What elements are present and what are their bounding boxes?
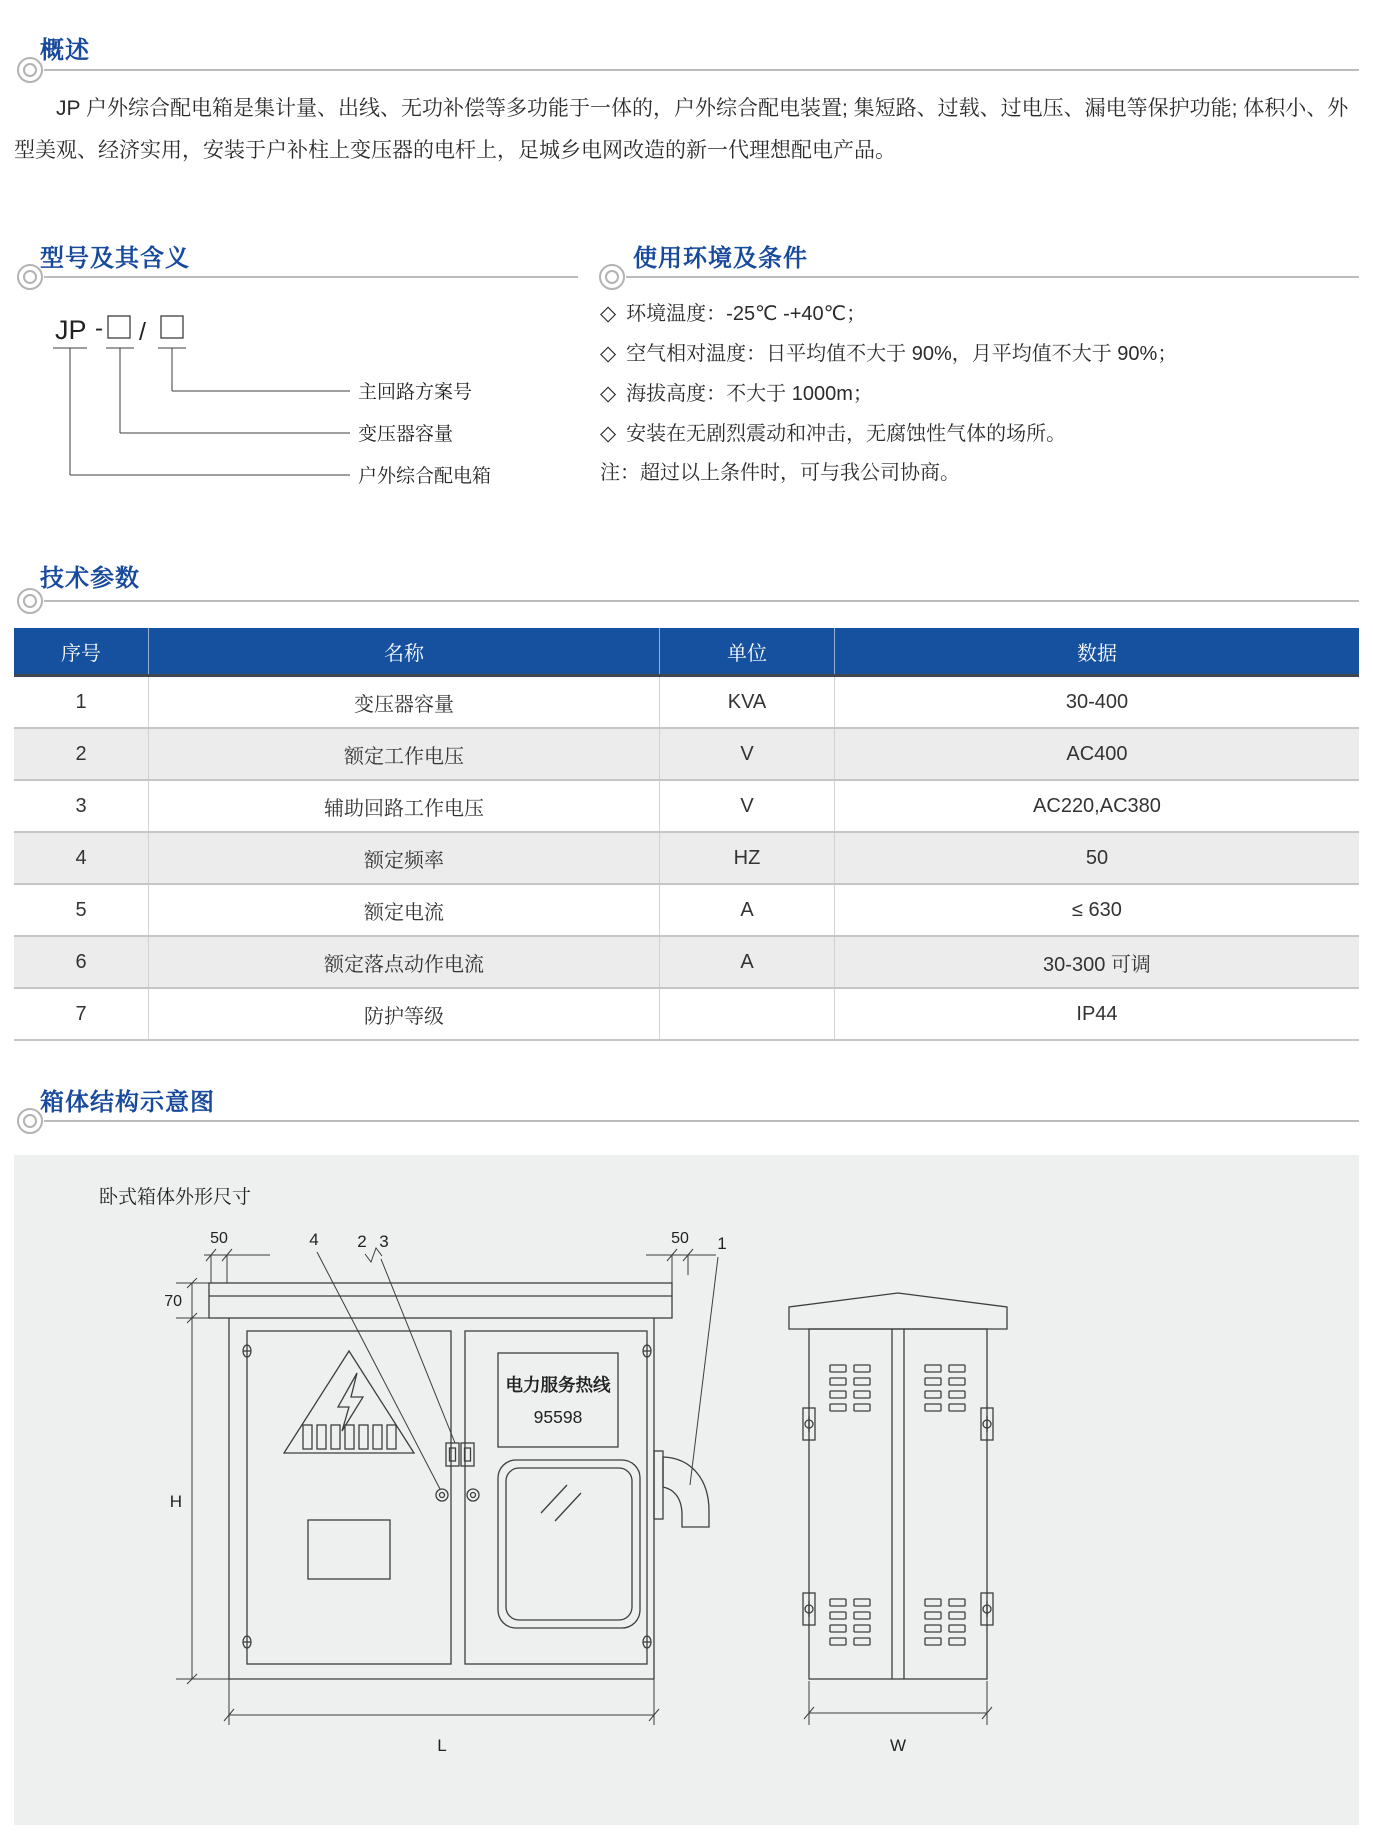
structure-title: 箱体结构示意图 — [40, 1089, 215, 1116]
drawing-label: 卧式箱体外形尺寸 — [99, 1187, 252, 1208]
dim-H: H — [169, 1492, 182, 1511]
environment-note: 注：超过以上条件时，可与我公司协商。 — [600, 462, 960, 484]
parameters-table — [14, 628, 1359, 1041]
section-marker-icon — [17, 57, 43, 83]
environment-item-text: 海拔高度：不大于 1000m； — [626, 383, 873, 405]
louver-vents — [830, 1365, 965, 1645]
table-cell — [660, 988, 835, 1040]
section-marker-icon — [17, 264, 43, 290]
model-code — [55, 315, 183, 346]
table-cell: HZ — [660, 832, 835, 884]
structure-rule — [44, 1120, 1359, 1122]
callout-1: 1 — [717, 1234, 727, 1253]
model-box-1 — [108, 316, 130, 338]
model-title: 型号及其含义 — [40, 245, 190, 272]
table-cell: 防护等级 — [149, 988, 660, 1040]
table-row — [14, 832, 1359, 884]
table-cell: V — [660, 728, 835, 780]
side-body — [809, 1329, 987, 1679]
diamond-bullet-icon: ◇ — [600, 382, 617, 405]
callout-4: 4 — [309, 1230, 319, 1249]
table-row — [14, 936, 1359, 988]
environment-item — [600, 414, 1362, 454]
side-view — [789, 1293, 1007, 1679]
table-cell: ≤ 630 — [834, 884, 1359, 936]
table-cell: 30-400 — [834, 676, 1359, 729]
model-rule — [44, 276, 578, 278]
overview-paragraph: JP 户外综合配电箱是集计量、出线、无功补偿等多功能于一体的，户外综合配电装置; 集短路、过载、过电压、漏电等保护功能; 体积小、外型美观、经济实用，安装于户补柱上变压器的电杆上，足城乡电网改造的新一代理想配电产品。 — [14, 97, 1349, 162]
table-cell: V — [660, 780, 835, 832]
diamond-bullet-icon: ◇ — [600, 422, 617, 445]
model-leader-lines — [53, 348, 350, 475]
model-slash: / — [139, 318, 146, 346]
section-marker-icon — [599, 264, 625, 290]
callout-3: 3 — [379, 1232, 389, 1251]
diamond-bullet-icon: ◇ — [600, 342, 617, 365]
diamond-bullet-icon: ◇ — [600, 302, 617, 325]
table-row — [14, 728, 1359, 780]
environment-item-text: 安装在无剧烈震动和冲击，无腐蚀性气体的场所。 — [626, 423, 1067, 445]
table-cell: 2 — [14, 728, 149, 780]
overview-rule — [44, 69, 1359, 71]
table-cell: 额定落点动作电流 — [149, 936, 660, 988]
model-label-outdoor-box: 户外综合配电箱 — [358, 466, 492, 487]
table-header-cell: 名称 — [149, 628, 660, 676]
hotline-number: 95598 — [533, 1407, 583, 1427]
inspection-window — [498, 1460, 640, 1628]
model-diagram — [40, 296, 580, 506]
elbow-duct — [654, 1451, 709, 1527]
table-cell: 30-300 可调 — [834, 936, 1359, 988]
environment-item — [600, 334, 1362, 374]
dim-70: 70 — [164, 1293, 182, 1310]
table-cell: 7 — [14, 988, 149, 1040]
dim-L: L — [437, 1736, 447, 1755]
hatch-bars — [303, 1425, 396, 1449]
door-handles — [436, 1489, 479, 1501]
table-header-cell: 序号 — [14, 628, 149, 676]
table-cell: 额定电流 — [149, 884, 660, 936]
lightning-bolt-icon — [338, 1373, 363, 1431]
table-cell: AC400 — [834, 728, 1359, 780]
side-view-dimensions — [804, 1681, 992, 1725]
table-cell: 1 — [14, 676, 149, 729]
table-cell: 5 — [14, 884, 149, 936]
param-table-body — [14, 676, 1359, 1041]
table-cell: 额定频率 — [149, 832, 660, 884]
table-cell: AC220,AC380 — [834, 780, 1359, 832]
front-roof — [209, 1283, 672, 1318]
front-left-door — [247, 1331, 451, 1664]
dim-50-left: 50 — [210, 1230, 228, 1247]
section-marker-icon — [17, 588, 43, 614]
left-door-plate — [308, 1520, 390, 1579]
dim-W: W — [889, 1736, 907, 1755]
model-dash: - — [95, 315, 103, 342]
table-cell: A — [660, 884, 835, 936]
model-label-main-circuit: 主回路方案号 — [358, 382, 473, 403]
table-cell: 辅助回路工作电压 — [149, 780, 660, 832]
environment-title: 使用环境及条件 — [633, 245, 808, 272]
front-view-dimensions — [176, 1248, 718, 1725]
model-prefix: JP — [55, 315, 87, 345]
parameters-rule — [44, 600, 1359, 602]
side-roof — [789, 1293, 1007, 1329]
front-view — [209, 1283, 709, 1679]
hotline-title: 电力服务热线 — [505, 1375, 611, 1395]
environment-item — [600, 374, 1362, 414]
table-cell: IP44 — [834, 988, 1359, 1040]
section-marker-icon — [17, 1108, 43, 1134]
environment-item-text: 环境温度：-25℃ -+40℃； — [626, 303, 867, 325]
environment-item — [600, 294, 1362, 334]
parameters-title: 技术参数 — [40, 565, 140, 592]
environment-item-text: 空气相对温度：日平均值不大于 90%，月平均值不大于 90%； — [626, 343, 1178, 365]
structure-drawing — [14, 1155, 1359, 1825]
table-cell: 50 — [834, 832, 1359, 884]
model-box-2 — [161, 316, 183, 338]
table-cell: A — [660, 936, 835, 988]
table-cell: 3 — [14, 780, 149, 832]
table-row — [14, 676, 1359, 729]
dim-50-right: 50 — [671, 1230, 689, 1247]
table-cell: 6 — [14, 936, 149, 988]
table-cell: KVA — [660, 676, 835, 729]
hinge-icon — [803, 1408, 993, 1625]
door-latches — [446, 1443, 474, 1466]
table-row — [14, 780, 1359, 832]
hotline-plate — [498, 1353, 618, 1447]
model-label-transformer-capacity: 变压器容量 — [358, 424, 454, 445]
callout-2: 2 — [357, 1232, 367, 1251]
table-cell: 4 — [14, 832, 149, 884]
table-cell: 变压器容量 — [149, 676, 660, 729]
structure-drawing-panel — [14, 1155, 1359, 1825]
table-row — [14, 988, 1359, 1040]
table-cell: 额定工作电压 — [149, 728, 660, 780]
environment-rule — [626, 276, 1359, 278]
overview-title: 概述 — [40, 37, 90, 64]
table-header-cell: 单位 — [660, 628, 835, 676]
table-row — [14, 884, 1359, 936]
environment-list — [600, 294, 1362, 493]
table-header — [14, 628, 1359, 676]
table-header-row — [14, 628, 1359, 676]
table-header-cell: 数据 — [834, 628, 1359, 676]
